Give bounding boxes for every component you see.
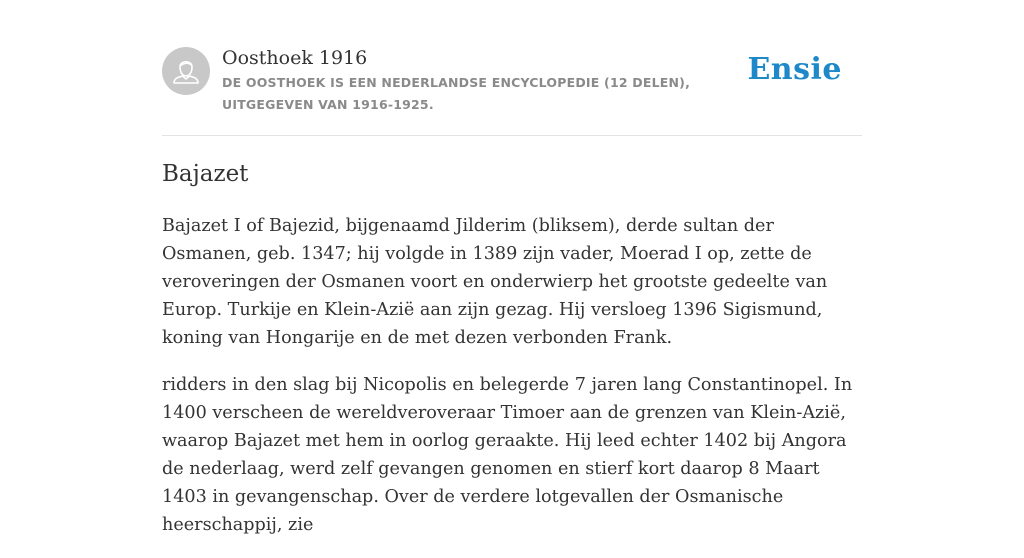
entry-paragraph: ridders in den slag bij Nicopolis en belegerde 7 jaren lang Constantinopel. In 1400 verscheen de wereldveroveraar Timoer aan de grenzen van Klein-Azië, waarop Bajazet met hem in oorlog geraakte. Hij leed echter 1402 bij Angora de nederlaag, werd zelf gevangen genomen en stierf kort daarop 8 Maart 1403 in gevangenschap. Over de verdere lotgevallen der Osmanische heerschappij, zie: [162, 375, 853, 535]
source-description: DE OOSTHOEK IS EEN NEDERLANDSE ENCYCLOPEDIE (12 DELEN), UITGEGEVEN VAN 1916-1925.: [222, 75, 691, 112]
source-header: [162, 46, 862, 136]
source-title[interactable]: Oosthoek 1916: [222, 47, 368, 69]
entry-title: Bajazet: [162, 161, 249, 187]
user-icon: [162, 47, 210, 95]
header-divider: [162, 135, 862, 136]
entry-body: [162, 212, 867, 558]
avatar[interactable]: [162, 47, 210, 95]
brand-logo[interactable]: Ensie: [747, 52, 842, 87]
entry-paragraph: Bajazet I of Bajezid, bijgenaamd Jilderim (bliksem), derde sultan der Osmanen, geb. 1347; hij volgde in 1389 zijn vader, Moerad I op, zette de veroveringen der Osmanen voort en onderwierp het grootste gedeelte van Europ. Turkije en Klein-Azië aan zijn gezag. Hij versloeg 1396 Sigismund, koning van Hongarije en de met dezen verbonden Frank.: [162, 216, 828, 348]
